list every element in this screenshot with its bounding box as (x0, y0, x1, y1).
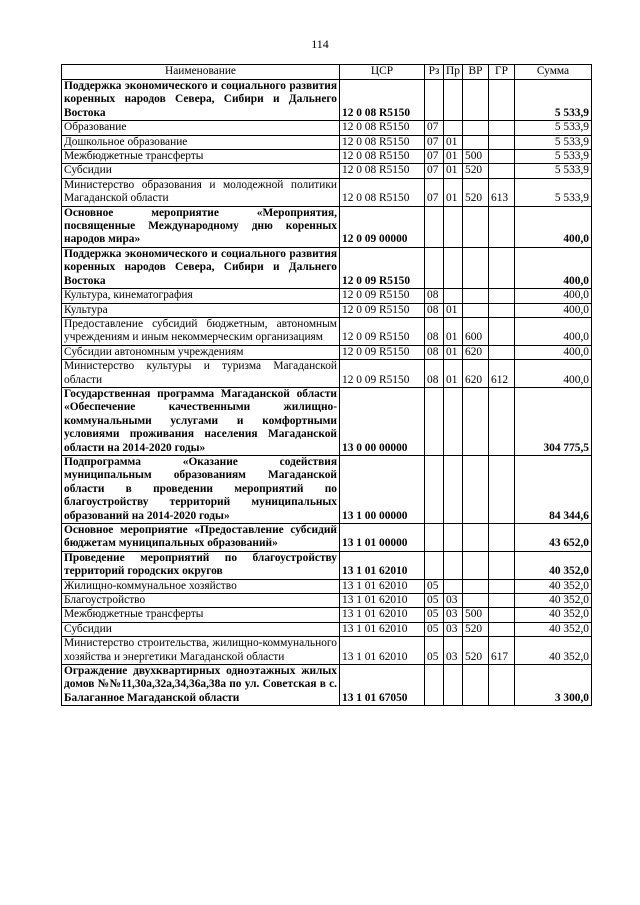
cell-csr: 13 1 01 62010 (340, 608, 425, 622)
cell-vr: 520 (463, 637, 489, 665)
cell-vr (463, 387, 489, 455)
cell-csr: 12 0 08 R5150 (340, 150, 425, 164)
table-row (62, 579, 592, 593)
table-row (62, 317, 592, 345)
cell-pr: 01 (444, 317, 463, 345)
cell-pr: 01 (444, 164, 463, 178)
cell-rz: 08 (425, 303, 444, 317)
cell-gr (489, 289, 515, 303)
cell-sum: 304 775,5 (515, 387, 592, 455)
cell-csr: 12 0 09 R5150 (340, 289, 425, 303)
cell-pr (444, 665, 463, 706)
cell-name: Основное мероприятие «Предоставление субсидий бюджетам муниципальных образований» (62, 524, 340, 552)
table-row (62, 121, 592, 135)
cell-vr (463, 206, 489, 247)
table-row (62, 135, 592, 149)
table-row (62, 360, 592, 388)
cell-vr: 620 (463, 345, 489, 359)
cell-csr: 12 0 09 R5150 (340, 303, 425, 317)
cell-pr (444, 289, 463, 303)
cell-name: Поддержка экономического и социального развития коренных народов Севера, Сибири и Дальнего Востока (62, 247, 340, 288)
cell-name: Субсидии (62, 164, 340, 178)
cell-sum: 84 344,6 (515, 455, 592, 523)
cell-vr (463, 247, 489, 288)
table-row (62, 594, 592, 608)
cell-sum: 40 352,0 (515, 594, 592, 608)
cell-vr (463, 524, 489, 552)
cell-name: Субсидии (62, 622, 340, 636)
cell-csr: 12 0 09 R5150 (340, 345, 425, 359)
cell-rz (425, 80, 444, 121)
cell-sum: 400,0 (515, 360, 592, 388)
cell-rz (425, 247, 444, 288)
cell-gr (489, 524, 515, 552)
cell-rz (425, 387, 444, 455)
cell-rz: 08 (425, 317, 444, 345)
table-row (62, 665, 592, 706)
cell-name: Дошкольное образование (62, 135, 340, 149)
cell-rz: 05 (425, 608, 444, 622)
table-header-row (62, 65, 592, 80)
cell-gr: 617 (489, 637, 515, 665)
table-row (62, 303, 592, 317)
table-row (62, 455, 592, 523)
cell-vr: 500 (463, 608, 489, 622)
cell-vr (463, 551, 489, 579)
cell-csr: 13 1 01 62010 (340, 622, 425, 636)
cell-name: Субсидии автономным учреждениям (62, 345, 340, 359)
cell-csr: 12 0 09 R5150 (340, 360, 425, 388)
cell-pr: 03 (444, 622, 463, 636)
table-row (62, 178, 592, 206)
cell-gr (489, 317, 515, 345)
table-row (62, 637, 592, 665)
cell-rz: 05 (425, 579, 444, 593)
cell-sum: 400,0 (515, 289, 592, 303)
cell-gr (489, 121, 515, 135)
cell-rz: 05 (425, 594, 444, 608)
cell-rz: 05 (425, 622, 444, 636)
cell-rz: 08 (425, 360, 444, 388)
cell-vr: 620 (463, 360, 489, 388)
cell-rz: 05 (425, 637, 444, 665)
cell-csr: 12 0 08 R5150 (340, 135, 425, 149)
cell-csr: 13 1 01 67050 (340, 665, 425, 706)
table-row (62, 247, 592, 288)
cell-csr: 13 1 01 62010 (340, 637, 425, 665)
cell-gr: 613 (489, 178, 515, 206)
header-pr: Пр (444, 65, 463, 80)
cell-gr (489, 579, 515, 593)
cell-sum: 3 300,0 (515, 665, 592, 706)
cell-name: Основное мероприятие «Мероприятия, посвященные Международному дню коренных народов мира» (62, 206, 340, 247)
cell-rz: 07 (425, 150, 444, 164)
cell-name: Благоустройство (62, 594, 340, 608)
cell-rz: 07 (425, 178, 444, 206)
cell-vr: 600 (463, 317, 489, 345)
header-rz: Рз (425, 65, 444, 80)
cell-pr: 01 (444, 360, 463, 388)
cell-sum: 5 533,9 (515, 164, 592, 178)
cell-rz: 07 (425, 135, 444, 149)
header-gr: ГР (489, 65, 515, 80)
cell-name: Предоставление субсидий бюджетным, автономным учреждениям и иным некоммерческим организациям (62, 317, 340, 345)
cell-pr: 03 (444, 594, 463, 608)
cell-sum: 40 352,0 (515, 637, 592, 665)
cell-sum: 400,0 (515, 345, 592, 359)
cell-gr (489, 247, 515, 288)
cell-gr (489, 551, 515, 579)
table-row (62, 608, 592, 622)
cell-csr: 12 0 08 R5150 (340, 80, 425, 121)
table-row (62, 345, 592, 359)
table-row (62, 289, 592, 303)
cell-gr (489, 80, 515, 121)
cell-csr: 12 0 09 R5150 (340, 317, 425, 345)
cell-csr: 12 0 08 R5150 (340, 121, 425, 135)
cell-vr (463, 289, 489, 303)
cell-rz: 07 (425, 164, 444, 178)
cell-name: Поддержка экономического и социального развития коренных народов Севера, Сибири и Дальнего Востока (62, 80, 340, 121)
cell-csr: 12 0 09 R5150 (340, 247, 425, 288)
cell-pr (444, 551, 463, 579)
cell-name: Жилищно-коммунальное хозяйство (62, 579, 340, 593)
cell-vr: 520 (463, 622, 489, 636)
cell-vr (463, 455, 489, 523)
cell-pr: 01 (444, 150, 463, 164)
cell-gr (489, 345, 515, 359)
cell-name: Министерство образования и молодежной политики Магаданской области (62, 178, 340, 206)
cell-gr (489, 303, 515, 317)
cell-name: Ограждение двухквартирных одноэтажных жилых домов №№11,30а,32а,34,36а,38а по ул. Советская в с. Балаганное Магаданской области (62, 665, 340, 706)
cell-gr (489, 206, 515, 247)
cell-vr (463, 135, 489, 149)
cell-gr (489, 665, 515, 706)
cell-sum: 5 533,9 (515, 178, 592, 206)
cell-name: Межбюджетные трансферты (62, 150, 340, 164)
table-row (62, 206, 592, 247)
cell-csr: 12 0 09 00000 (340, 206, 425, 247)
cell-gr: 612 (489, 360, 515, 388)
cell-vr (463, 594, 489, 608)
cell-rz (425, 551, 444, 579)
cell-sum: 40 352,0 (515, 579, 592, 593)
cell-rz: 07 (425, 121, 444, 135)
cell-pr (444, 206, 463, 247)
table-row (62, 524, 592, 552)
cell-sum: 40 352,0 (515, 551, 592, 579)
cell-csr: 13 1 01 00000 (340, 524, 425, 552)
cell-vr: 520 (463, 164, 489, 178)
cell-gr (489, 608, 515, 622)
cell-pr (444, 80, 463, 121)
cell-name: Культура (62, 303, 340, 317)
cell-name: Министерство строительства, жилищно-коммунального хозяйства и энергетики Магаданской области (62, 637, 340, 665)
header-name: Наименование (62, 65, 340, 80)
cell-pr (444, 579, 463, 593)
cell-sum: 5 533,9 (515, 121, 592, 135)
page-number: 114 (311, 37, 329, 51)
cell-pr: 03 (444, 608, 463, 622)
cell-sum: 5 533,9 (515, 80, 592, 121)
cell-rz (425, 206, 444, 247)
cell-pr: 01 (444, 178, 463, 206)
cell-sum: 400,0 (515, 206, 592, 247)
cell-csr: 13 1 01 62010 (340, 551, 425, 579)
cell-name: Подпрограмма «Оказание содействия муниципальным образованиям Магаданской области в проведении мероприятий по благоустройству территорий муниципальных образований на 2014-2020 годы» (62, 455, 340, 523)
cell-rz (425, 665, 444, 706)
cell-gr (489, 387, 515, 455)
table-row (62, 150, 592, 164)
cell-pr (444, 121, 463, 135)
cell-pr (444, 455, 463, 523)
cell-vr: 500 (463, 150, 489, 164)
cell-sum: 5 533,9 (515, 135, 592, 149)
cell-csr: 12 0 08 R5150 (340, 164, 425, 178)
cell-name: Проведение мероприятий по благоустройству территорий городских округов (62, 551, 340, 579)
cell-sum: 400,0 (515, 303, 592, 317)
cell-csr: 13 1 00 00000 (340, 455, 425, 523)
table-row (62, 80, 592, 121)
cell-rz (425, 524, 444, 552)
cell-vr (463, 665, 489, 706)
cell-vr (463, 121, 489, 135)
table-row (62, 387, 592, 455)
cell-rz (425, 455, 444, 523)
cell-name: Министерство культуры и туризма Магаданской области (62, 360, 340, 388)
budget-table (61, 64, 592, 706)
cell-gr (489, 622, 515, 636)
cell-name: Межбюджетные трансферты (62, 608, 340, 622)
header-csr: ЦСР (340, 65, 425, 80)
table-row (62, 551, 592, 579)
cell-sum: 400,0 (515, 247, 592, 288)
cell-csr: 13 1 01 62010 (340, 594, 425, 608)
header-sum: Сумма (515, 65, 592, 80)
cell-gr (489, 455, 515, 523)
cell-sum: 40 352,0 (515, 622, 592, 636)
cell-gr (489, 150, 515, 164)
cell-pr: 03 (444, 637, 463, 665)
header-vr: ВР (463, 65, 489, 80)
cell-pr (444, 524, 463, 552)
cell-gr (489, 164, 515, 178)
cell-vr (463, 579, 489, 593)
cell-pr (444, 247, 463, 288)
cell-name: Государственная программа Магаданской области «Обеспечение качественными жилищно-коммунальными услугами и комфортными условиями проживания населения Магаданской области на 2014-2020 годы» (62, 387, 340, 455)
cell-sum: 43 652,0 (515, 524, 592, 552)
cell-vr (463, 303, 489, 317)
cell-gr (489, 135, 515, 149)
cell-sum: 400,0 (515, 317, 592, 345)
table-row (62, 164, 592, 178)
cell-sum: 40 352,0 (515, 608, 592, 622)
cell-sum: 5 533,9 (515, 150, 592, 164)
cell-rz: 08 (425, 289, 444, 303)
cell-name: Образование (62, 121, 340, 135)
cell-pr: 01 (444, 345, 463, 359)
cell-csr: 12 0 08 R5150 (340, 178, 425, 206)
cell-pr: 01 (444, 135, 463, 149)
cell-rz: 08 (425, 345, 444, 359)
cell-name: Культура, кинематография (62, 289, 340, 303)
cell-csr: 13 1 01 62010 (340, 579, 425, 593)
cell-vr (463, 80, 489, 121)
cell-pr (444, 387, 463, 455)
cell-pr: 01 (444, 303, 463, 317)
cell-gr (489, 594, 515, 608)
cell-csr: 13 0 00 00000 (340, 387, 425, 455)
cell-vr: 520 (463, 178, 489, 206)
table-row (62, 622, 592, 636)
